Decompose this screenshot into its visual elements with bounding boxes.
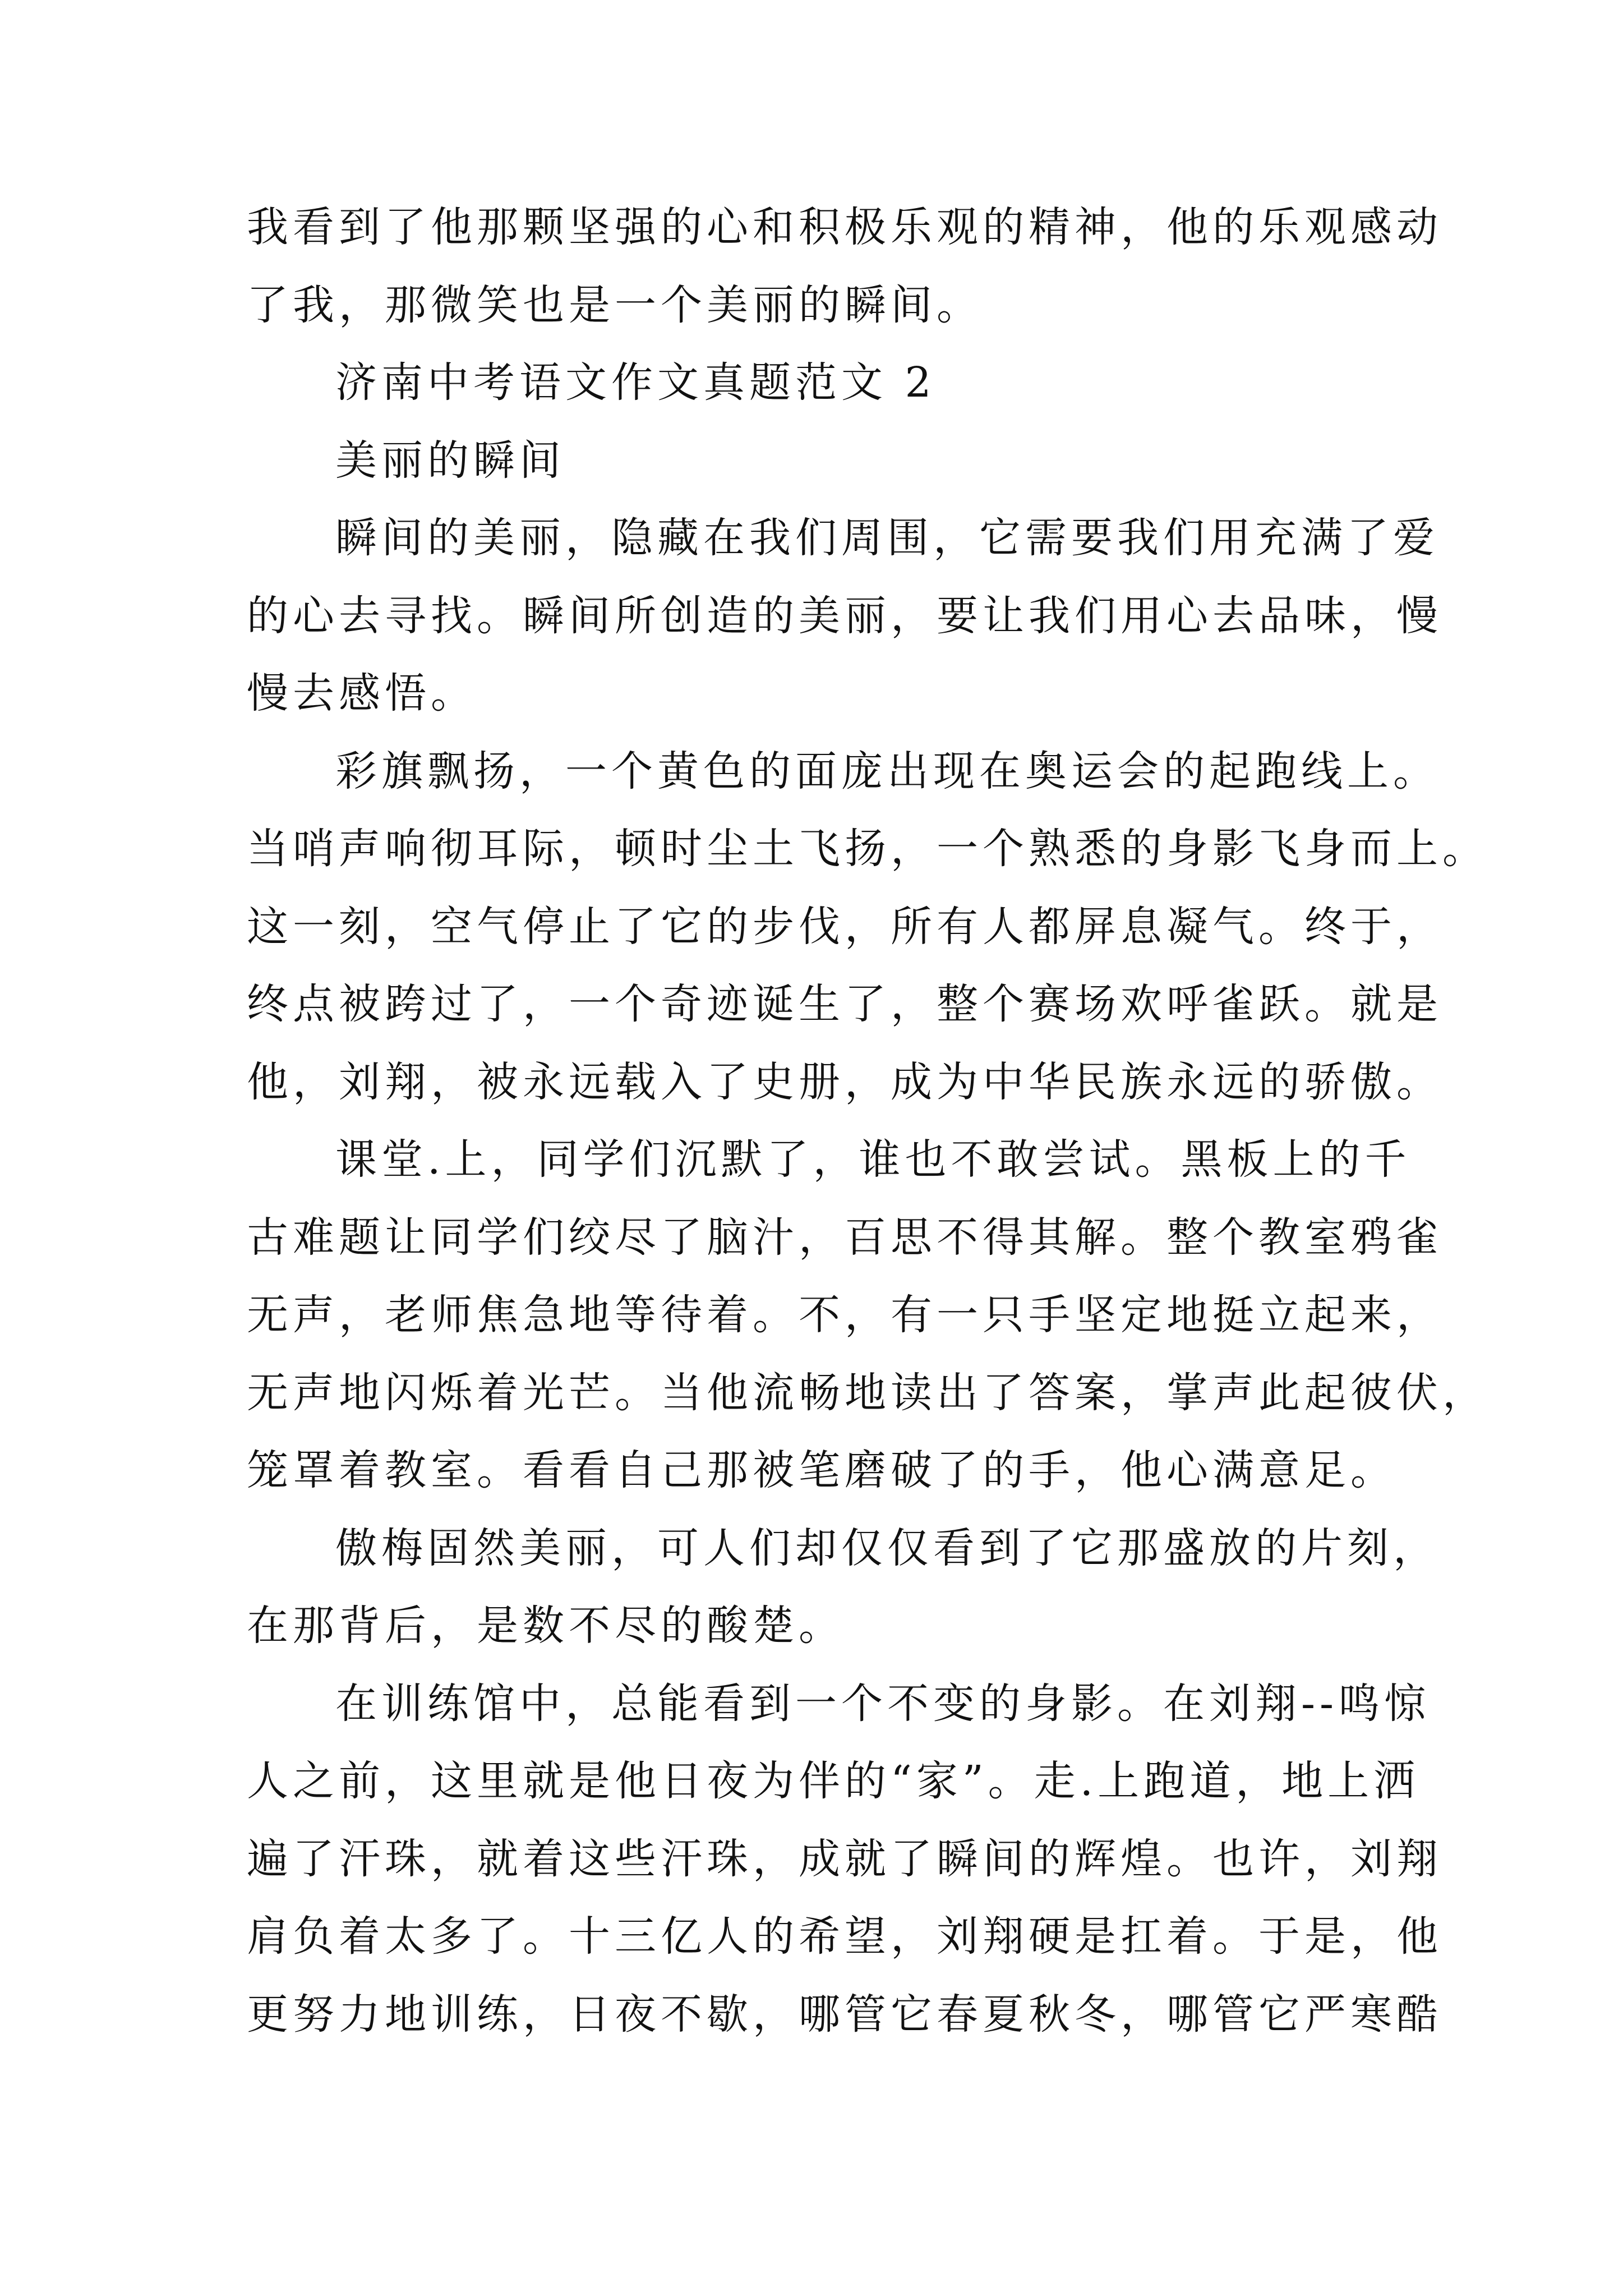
text-line: 慢去感悟。 (247, 669, 477, 717)
text-line: 我看到了他那颗坚强的心和积极乐观的精神，他的乐观感动 (247, 203, 1442, 251)
text-line: 肩负着太多了。十三亿人的希望，刘翔硬是扛着。于是，他 (247, 1912, 1442, 1961)
text-line: 彩旗飘扬，一个黄色的面庞出现在奥运会的起跑线上。 (335, 747, 1439, 795)
text-line: 古难题让同学们绞尽了脑汁，百思不得其解。整个教室鸦雀 (247, 1213, 1442, 1262)
text-line: 的心去寻找。瞬间所创造的美丽，要让我们用心去品味，慢 (247, 592, 1442, 640)
text-line: 无声地闪烁着光芒。当他流畅地读出了答案，掌声此起彼伏， (247, 1369, 1488, 1417)
text-line: 当哨声响彻耳际，顿时尘土飞扬，一个熟悉的身影飞身而上。 (247, 825, 1488, 873)
text-line: 终点被跨过了，一个奇迹诞生了，整个赛场欢呼雀跃。就是 (247, 980, 1442, 1028)
text-line: 更努力地训练，日夜不歇，哪管它春夏秋冬，哪管它严寒酷 (247, 1990, 1442, 2039)
text-line: 这一刻，空气停止了它的步伐，所有人都屏息凝气。终于， (247, 903, 1442, 951)
text-line: 笼罩着教室。看看自己那被笔磨破了的手，他心满意足。 (247, 1446, 1396, 1494)
text-line: 人之前，这里就是他日夜为伴的“家”。走.上跑道，地上洒 (247, 1757, 1420, 1805)
text-line: 傲梅固然美丽，可人们却仅仅看到了它那盛放的片刻， (335, 1524, 1439, 1572)
essay-title: 美丽的瞬间 (335, 436, 565, 485)
text-line: 在那背后，是数不尽的酸楚。 (247, 1602, 845, 1650)
text-line: 遍了汗珠，就着这些汗珠，成就了瞬间的辉煌。也许，刘翔 (247, 1835, 1442, 1883)
text-line: 他，刘翔，被永远载入了史册，成为中华民族永远的骄傲。 (247, 1058, 1442, 1106)
text-line: 课堂.上，同学们沉默了，谁也不敢尝试。黑板上的千 (335, 1135, 1411, 1184)
section-heading: 济南中考语文作文真题范文 2 (335, 358, 936, 407)
text-line: 在训练馆中，总能看到一个不变的身影。在刘翔--鸣惊 (335, 1680, 1431, 1728)
text-line: 瞬间的美丽，隐藏在我们周围，它需要我们用充满了爱 (335, 514, 1439, 562)
text-line: 了我，那微笑也是一个美丽的瞬间。 (247, 281, 983, 329)
text-line: 无声，老师焦急地等待着。不，有一只手坚定地挺立起来， (247, 1291, 1442, 1339)
